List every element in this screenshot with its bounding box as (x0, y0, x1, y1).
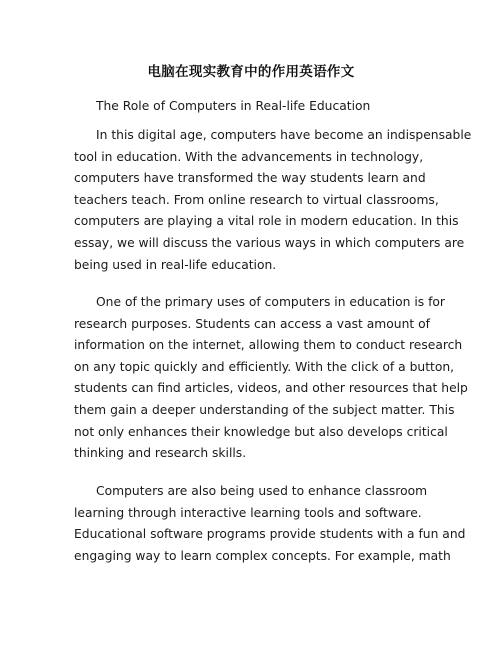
paragraph-2 (74, 292, 468, 465)
paragraph-line: engaging way to learn complex concepts. For example, math (74, 548, 451, 563)
paragraph-line: being used in real-life education. (74, 257, 277, 272)
paragraph-line: One of the primary uses of computers in education is for (96, 295, 445, 309)
paragraph-1 (74, 125, 472, 276)
paragraph-line: In this digital age, computers have become an indispensable (96, 128, 472, 142)
paragraph-line: not only enhances their knowledge but also develops critical (74, 424, 448, 439)
paragraph-line: on any topic quickly and efficiently. With the click of a button, (74, 359, 455, 374)
paragraph-line: tool in education. With the advancements in technology, (74, 149, 424, 164)
paragraph-line: students can find articles, videos, and other resources that help (74, 381, 468, 396)
paragraph-line: Computers are also being used to enhance classroom (96, 484, 428, 498)
paragraph-line: them gain a deeper understanding of the subject matter. This (74, 402, 455, 417)
paragraph-line: information on the internet, allowing them to conduct research (74, 338, 463, 353)
document-title: 电脑在现实教育中的作用英语作文 (147, 64, 355, 80)
paragraph-line: essay, we will discuss the various ways in which computers are (74, 235, 465, 250)
paragraph-line: learning through interactive learning tools and software. (74, 505, 422, 520)
paragraph-line: computers are playing a vital role in modern education. In this (74, 214, 459, 229)
paragraph-line: research purposes. Students can access a vast amount of (74, 316, 430, 331)
document-subtitle: The Role of Computers in Real-life Education (96, 99, 371, 113)
paragraph-3 (74, 481, 466, 567)
paragraph-line: thinking and research skills. (74, 446, 247, 461)
paragraph-line: teachers teach. From online research to virtual classrooms, (74, 192, 439, 207)
paragraph-line: computers have transformed the way students learn and (74, 171, 426, 186)
paragraph-line: Educational software programs provide students with a fun and (74, 527, 466, 542)
